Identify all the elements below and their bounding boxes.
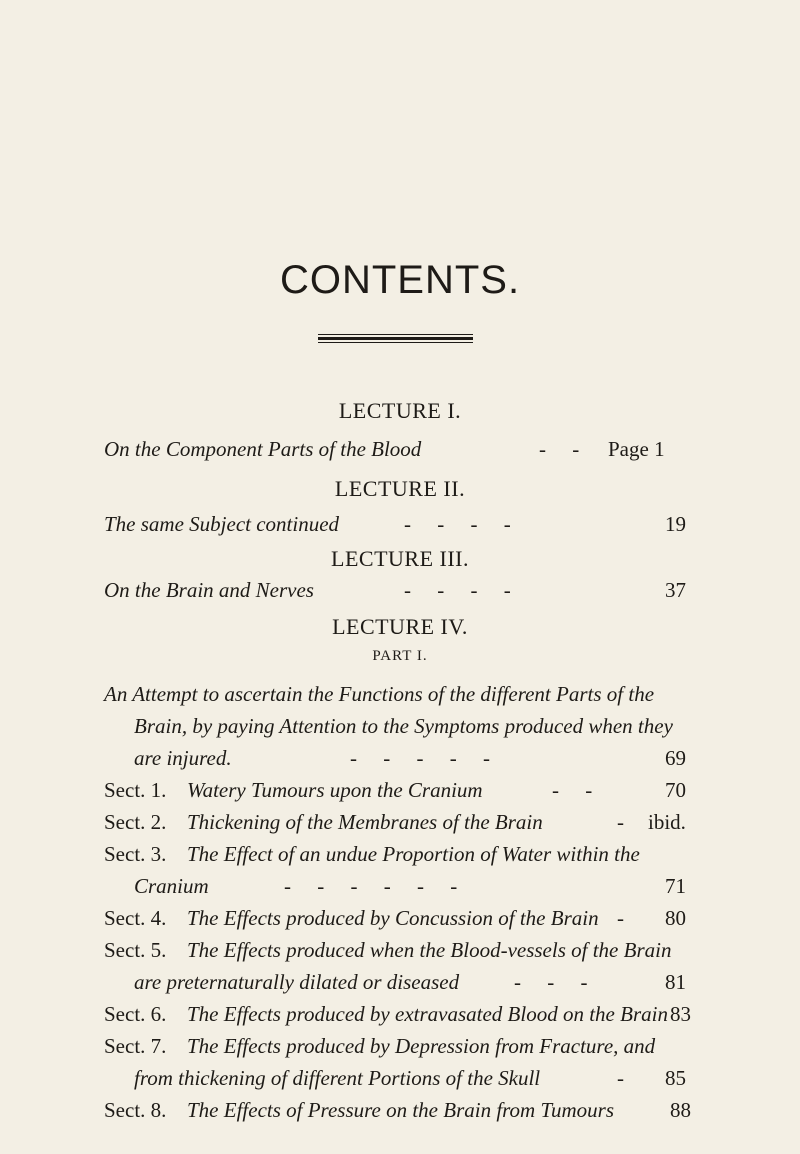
section-label: Sect. 6.	[104, 1002, 167, 1026]
lecture-4-entry-line-3	[0, 746, 800, 776]
page-number: 85	[665, 1066, 686, 1090]
title-rule-bottom	[318, 342, 473, 343]
section-title: The Effects produced by Concussion of the Brain	[187, 906, 599, 930]
section-4	[0, 906, 800, 936]
section-7-cont	[0, 1066, 800, 1096]
section-title-cont: Cranium	[134, 874, 209, 898]
page-number: ibid.	[648, 810, 686, 834]
lecture-4-part: PART I.	[372, 648, 428, 664]
entry-title: An Attempt to ascertain the Functions of the different Parts of the	[104, 682, 655, 706]
entry-title-cont: are injured.	[134, 746, 232, 770]
section-5-cont	[0, 970, 800, 1000]
page-number: 80	[665, 906, 686, 930]
entry-title: The same Subject continued	[104, 512, 340, 536]
section-title: The Effects produced when the Blood-vessels of the Brain	[187, 938, 672, 962]
lecture-2-heading: LECTURE II.	[334, 476, 466, 501]
section-1	[0, 778, 800, 808]
lecture-4-heading: LECTURE IV.	[332, 614, 468, 639]
leader-dots: -	[617, 810, 624, 834]
page-number: 71	[665, 874, 686, 898]
section-label: Sect. 1.	[104, 778, 167, 802]
page-number: 69	[665, 746, 686, 770]
leader-dots: - - - - - -	[284, 874, 458, 898]
page-number: 88	[670, 1098, 691, 1122]
lecture-1-entry	[0, 437, 800, 467]
section-title-cont: from thickening of different Portions of the Skull	[134, 1066, 541, 1090]
page-title: CONTENTS.	[279, 258, 521, 302]
section-label: Sect. 7.	[104, 1034, 167, 1058]
leader-dots: - -	[539, 437, 580, 461]
page-number: 83	[670, 1002, 691, 1026]
title-rule-top	[318, 334, 473, 335]
leader-dots: - - -	[514, 970, 588, 994]
leader-dots: - - - -	[404, 578, 511, 602]
section-title: The Effects produced by extravasated Blood on the Brain	[187, 1002, 668, 1026]
section-title: The Effects produced by Depression from Fracture, and	[187, 1034, 656, 1058]
section-8	[0, 1098, 800, 1128]
section-6	[0, 1002, 800, 1032]
page-number: 19	[665, 512, 686, 536]
section-5	[0, 938, 800, 968]
section-title: Thickening of the Membranes of the Brain	[187, 810, 543, 834]
entry-title-cont: Brain, by paying Attention to the Symptoms produced when they	[134, 714, 673, 738]
lecture-1-heading: LECTURE I.	[338, 398, 462, 423]
title-rule-middle	[318, 337, 473, 340]
lecture-4-entry-line-2	[0, 714, 800, 744]
section-label: Sect. 2.	[104, 810, 167, 834]
entry-title: On the Brain and Nerves	[104, 578, 314, 602]
section-title: Watery Tumours upon the Cranium	[187, 778, 483, 802]
page-number: Page 1	[608, 437, 665, 461]
section-label: Sect. 5.	[104, 938, 167, 962]
entry-title: On the Component Parts of the Blood	[104, 437, 422, 461]
leader-dots: - - - -	[404, 512, 511, 536]
leader-dots: -	[617, 906, 624, 930]
section-title: The Effects of Pressure on the Brain from Tumours	[187, 1098, 614, 1122]
section-label: Sect. 8.	[104, 1098, 167, 1122]
section-2	[0, 810, 800, 840]
leader-dots: - - - - -	[350, 746, 490, 770]
lecture-2-entry	[0, 512, 800, 542]
lecture-4-entry-line-1	[0, 682, 800, 712]
page-number: 70	[665, 778, 686, 802]
section-title-cont: are preternaturally dilated or diseased	[134, 970, 460, 994]
section-label: Sect. 4.	[104, 906, 167, 930]
leader-dots: -	[617, 1066, 624, 1090]
lecture-3-heading: LECTURE III.	[331, 546, 469, 571]
section-7	[0, 1034, 800, 1064]
page-number: 81	[665, 970, 686, 994]
section-3-cont	[0, 874, 800, 904]
section-label: Sect. 3.	[104, 842, 167, 866]
leader-dots: - -	[552, 778, 593, 802]
page-number: 37	[665, 578, 686, 602]
lecture-3-entry	[0, 578, 800, 608]
section-title: The Effect of an undue Proportion of Water within the	[187, 842, 640, 866]
section-3	[0, 842, 800, 872]
